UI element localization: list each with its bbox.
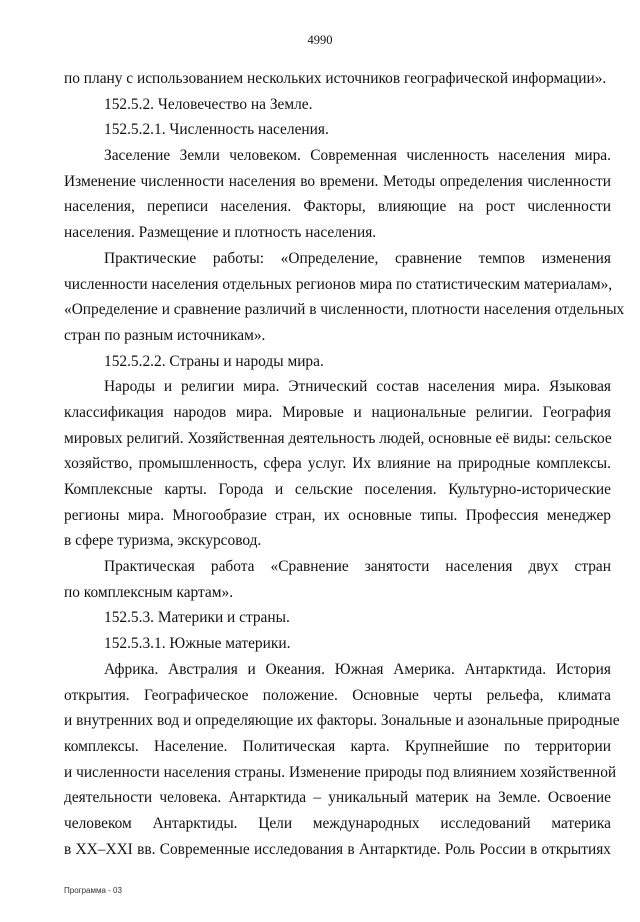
text-line: Изменение численности населения во времени. Методы определения численности bbox=[64, 172, 611, 190]
footer-label: Программа - 03 bbox=[64, 886, 122, 895]
text-line: 152.5.2.2. Страны и народы мира. bbox=[104, 352, 324, 370]
text-line: Народы и религии мира. Этнический состав населения мира. Языковая bbox=[104, 378, 611, 396]
text-line: «Определение и сравнение различий в численности, плотности населения отдельных bbox=[64, 301, 625, 319]
text-line: комплексы. Население. Политическая карта. Крупнейшие по территории bbox=[64, 737, 611, 755]
text-line: Практические работы: «Определение, сравнение темпов изменения bbox=[104, 249, 611, 267]
text-line: 152.5.3. Материки и страны. bbox=[104, 609, 290, 627]
text-line: мировых религий. Хозяйственная деятельность людей, основные её виды: сельское bbox=[64, 429, 612, 447]
text-line: по плану с использованием нескольких источников географической информации». bbox=[64, 70, 607, 87]
text-line: и численности населения страны. Изменение природы под влиянием хозяйственной bbox=[64, 763, 617, 781]
text-line: деятельности человека. Антарктида – уникальный материк на Земле. Освоение bbox=[64, 789, 611, 807]
text-line: 152.5.2. Человечество на Земле. bbox=[104, 95, 313, 113]
page-number: 4990 bbox=[307, 33, 333, 47]
document-body bbox=[64, 66, 625, 862]
text-line: населения. Размещение и плотность населения. bbox=[64, 224, 377, 242]
text-line: классификация народов мира. Мировые и национальные религии. География bbox=[64, 403, 611, 421]
text-line: хозяйство, промышленность, сфера услуг. Их влияние на природные комплексы. bbox=[64, 455, 611, 473]
text-line: в сфере туризма, экскурсовод. bbox=[64, 532, 262, 550]
text-line: численности населения отдельных регионов мира по статистическим материалам», bbox=[64, 275, 613, 293]
text-line: открытия. Географическое положение. Основные черты рельефа, климата bbox=[64, 686, 611, 704]
text-line: 152.5.2.1. Численность населения. bbox=[104, 121, 329, 139]
text-line: по комплексным картам». bbox=[64, 583, 234, 601]
text-line: в XX–XXI вв. Современные исследования в Антарктиде. Роль России в открытиях bbox=[64, 840, 611, 858]
text-line: 152.5.3.1. Южные материки. bbox=[104, 635, 291, 653]
text-line: регионы мира. Многообразие стран, их основные типы. Профессия менеджер bbox=[64, 506, 611, 524]
text-line: Практическая работа «Сравнение занятости населения двух стран bbox=[104, 558, 611, 576]
text-line: Заселение Земли человеком. Современная численность населения мира. bbox=[104, 147, 611, 165]
text-line: и внутренних вод и определяющие их факторы. Зональные и азональные природные bbox=[64, 712, 620, 730]
text-line: человеком Антарктиды. Цели международных исследований материка bbox=[64, 814, 611, 832]
text-line: стран по разным источникам». bbox=[64, 326, 266, 344]
text-line: населения, переписи населения. Факторы, влияющие на рост численности bbox=[64, 198, 611, 216]
text-line: Комплексные карты. Города и сельские поселения. Культурно-исторические bbox=[64, 481, 611, 498]
text-line: Африка. Австралия и Океания. Южная Америка. Антарктида. История bbox=[104, 660, 611, 678]
